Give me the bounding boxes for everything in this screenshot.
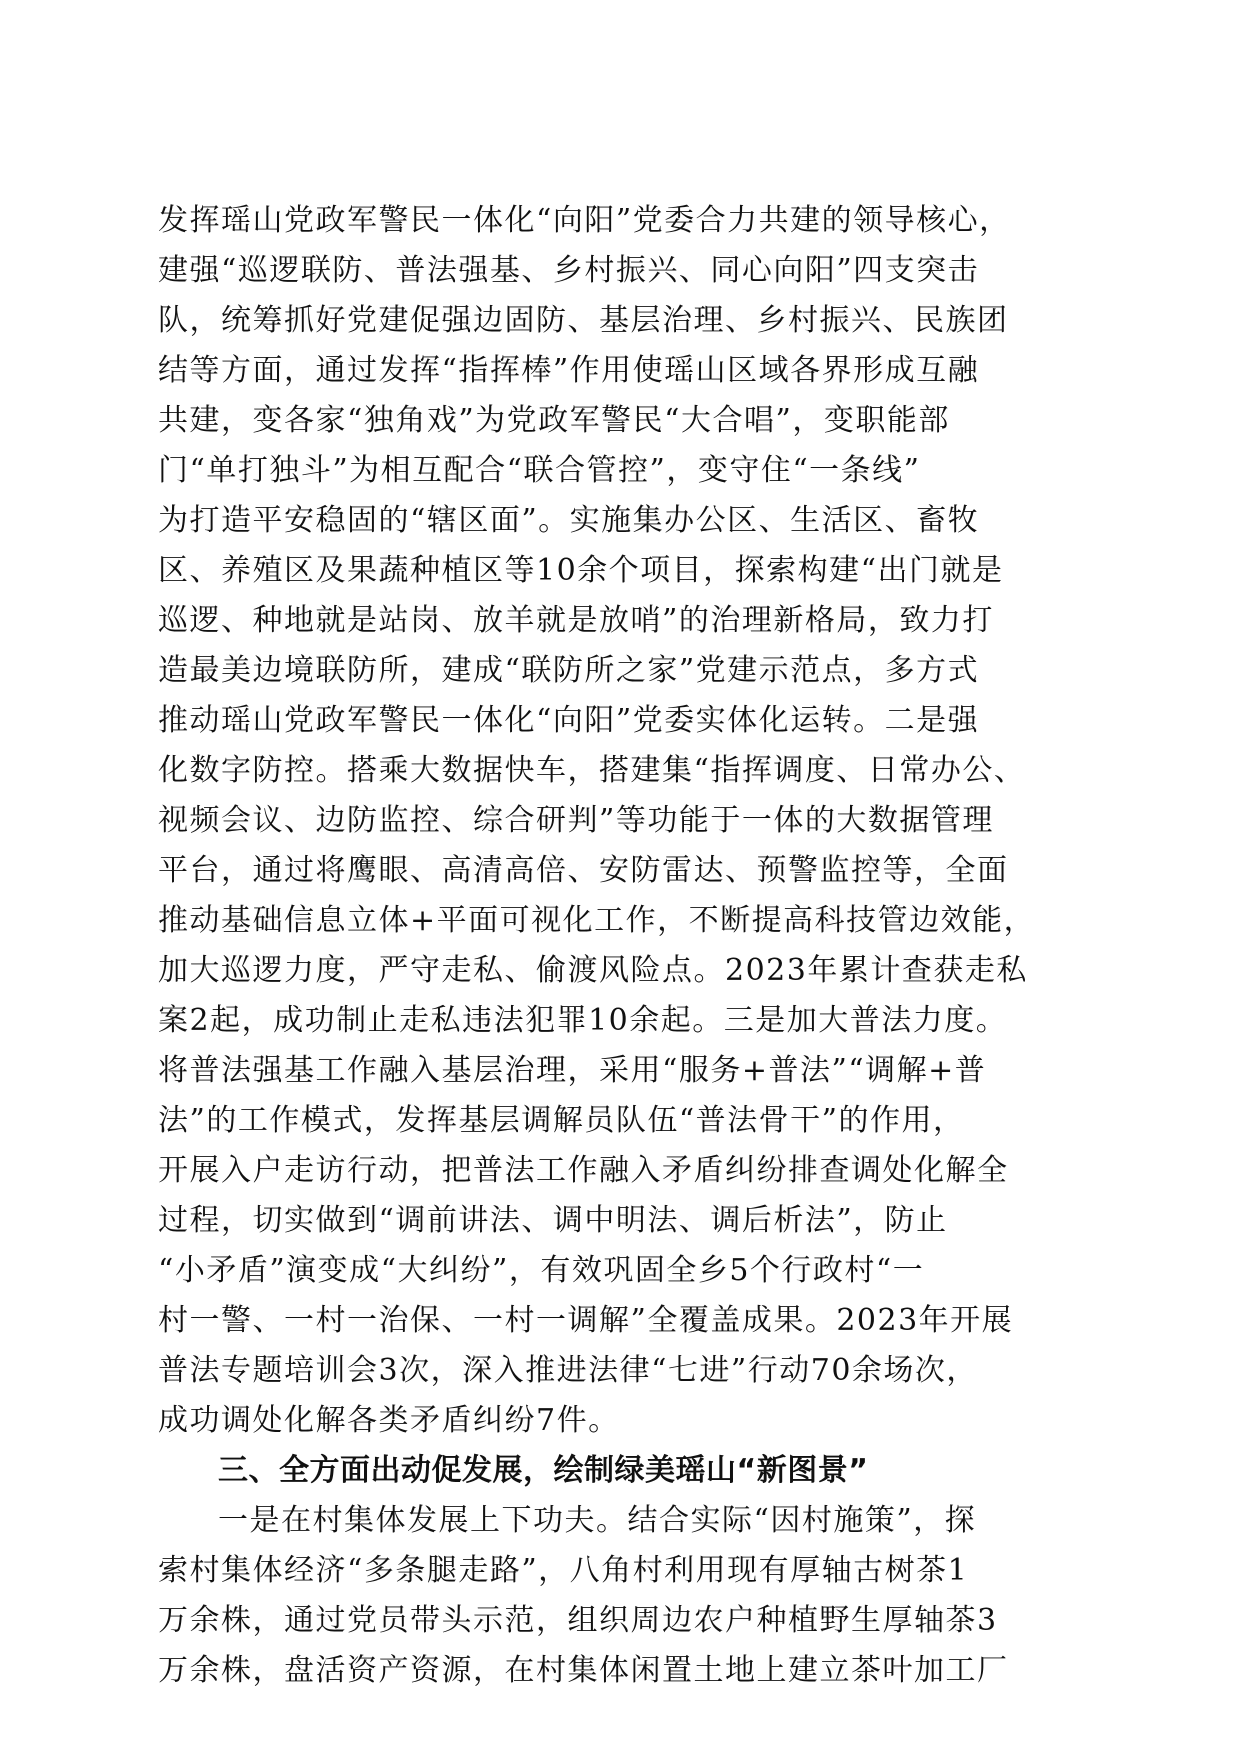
body-line: 成功调处化解各类矛盾纠纷7件。	[158, 1403, 620, 1438]
body-line: 案2起，成功制止走私违法犯罪10余起。三是加大普法力度。	[158, 1003, 1008, 1038]
body-line: 开展入户走访行动，把普法工作融入矛盾纠纷排查调处化解全	[158, 1153, 1009, 1188]
section-heading: 三、全方面出动促发展，绘制绿美瑶山“新图景”	[218, 1453, 869, 1488]
body-line: 结等方面，通过发挥“指挥棒”作用使瑶山区域各界形成互融	[158, 353, 980, 388]
body-line: 过程，切实做到“调前讲法、调中明法、调后析法”，防止	[158, 1203, 948, 1238]
body-line: 发挥瑶山党政军警民一体化“向阳”党委合力共建的领导核心，	[158, 203, 1011, 238]
body-line: 平台，通过将鹰眼、高清高倍、安防雷达、预警监控等，全面	[158, 853, 1009, 888]
body-line: 将普法强基工作融入基层治理，采用“服务+普法”“调解+普	[158, 1053, 987, 1088]
body-line: 万余株，通过党员带头示范，组织周边农户种植野生厚轴茶3	[158, 1603, 998, 1638]
body-line: 索村集体经济“多条腿走路”，八角村利用现有厚轴古树茶1	[158, 1553, 969, 1588]
body-line: 推动基础信息立体+平面可视化工作，不断提高科技管边效能，	[158, 903, 1036, 938]
body-line: 队，统筹抓好党建促强边固防、基层治理、乡村振兴、民族团	[158, 303, 1009, 338]
body-line: 共建，变各家“独角戏”为党政军警民“大合唱”，变职能部	[158, 403, 950, 438]
body-line: 巡逻、种地就是站岗、放羊就是放哨”的治理新格局，致力打	[158, 603, 994, 638]
body-line: 区、养殖区及果蔬种植区等10余个项目，探索构建“出门就是	[158, 553, 1004, 588]
body-line: 门“单打独斗”为相互配合“联合管控”，变守住“一条线”	[158, 453, 921, 488]
body-line: 万余株，盘活资产资源，在村集体闲置土地上建立茶叶加工厂	[158, 1653, 1009, 1688]
body-line: 建强“巡逻联防、普法强基、乡村振兴、同心向阳”四支突击	[158, 253, 980, 288]
body-line: 法”的工作模式，发挥基层调解员队伍“普法骨干”的作用，	[158, 1103, 965, 1138]
body-line: 一是在村集体发展上下功夫。结合实际“因村施策”，探	[218, 1503, 977, 1538]
body-line: 视频会议、边防监控、综合研判”等功能于一体的大数据管理	[158, 803, 994, 838]
body-line: 为打造平安稳固的“辖区面”。实施集办公区、生活区、畜牧	[158, 503, 980, 538]
body-line: 推动瑶山党政军警民一体化“向阳”党委实体化运转。二是强	[158, 703, 980, 738]
document-body	[158, 196, 1078, 1696]
body-line: 村一警、一村一治保、一村一调解”全覆盖成果。2023年开展	[158, 1303, 1014, 1338]
body-line: “小矛盾”演变成“大纠纷”，有效巩固全乡5个行政村“一	[158, 1253, 925, 1288]
body-line: 化数字防控。搭乘大数据快车，搭建集“指挥调度、日常办公、	[158, 753, 1026, 788]
body-line: 加大巡逻力度，严守走私、偷渡风险点。2023年累计查获走私	[158, 953, 1028, 988]
body-line: 普法专题培训会3次，深入推进法律“七进”行动70余场次，	[158, 1353, 978, 1388]
body-line: 造最美边境联防所，建成“联防所之家”党建示范点，多方式	[158, 653, 980, 688]
